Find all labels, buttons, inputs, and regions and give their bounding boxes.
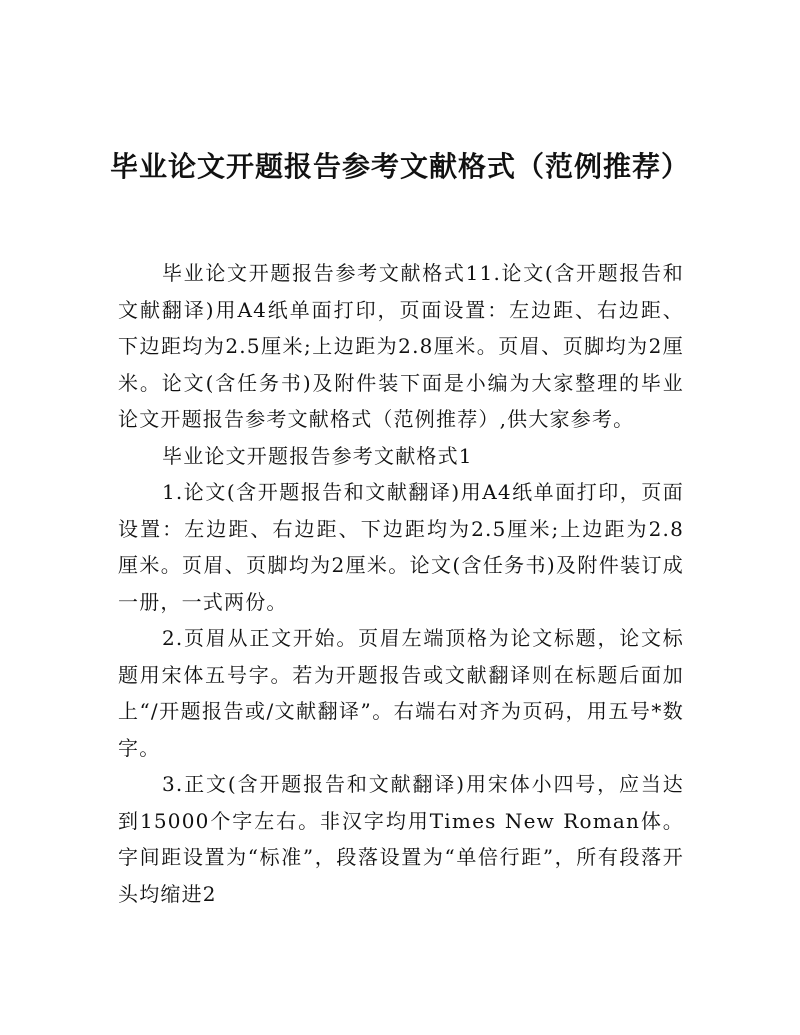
document-body: [118, 255, 684, 912]
paragraph-item-1: 1.论文(含开题报告和文献翻译)用A4纸单面打印，页面设置：左边距、右边距、下边距均为2.5厘米;上边距为2.8厘米。页眉、页脚均为2厘米。论文(含任务书)及附件装订成一册，一式两份。: [118, 480, 684, 614]
paragraph-item-3: 3.正文(含开题报告和文献翻译)用宋体小四号，应当达到15000个字左右。非汉字均用Times New Roman体。字间距设置为“标准”，段落设置为“单倍行距”，所有段落开头均缩进2: [118, 772, 684, 906]
document-title: 毕业论文开题报告参考文献格式（范例推荐）: [109, 149, 690, 183]
paragraph-item-2: 2.页眉从正文开始。页眉左端顶格为论文标题，论文标题用宋体五号字。若为开题报告或文献翻译则在标题后面加上“/开题报告或/文献翻译”。右端右对齐为页码，用五号*数字。: [118, 626, 684, 760]
paragraph-intro: 毕业论文开题报告参考文献格式11.论文(含开题报告和文献翻译)用A4纸单面打印，页面设置：左边距、右边距、下边距均为2.5厘米;上边距为2.8厘米。页眉、页脚均为2厘米。论文(含任务书)及附件装下面是小编为大家整理的毕业论文开题报告参考文献格式（范例推荐）,供大家参考。: [118, 261, 684, 431]
paragraph-subheading: 毕业论文开题报告参考文献格式1: [162, 443, 473, 468]
